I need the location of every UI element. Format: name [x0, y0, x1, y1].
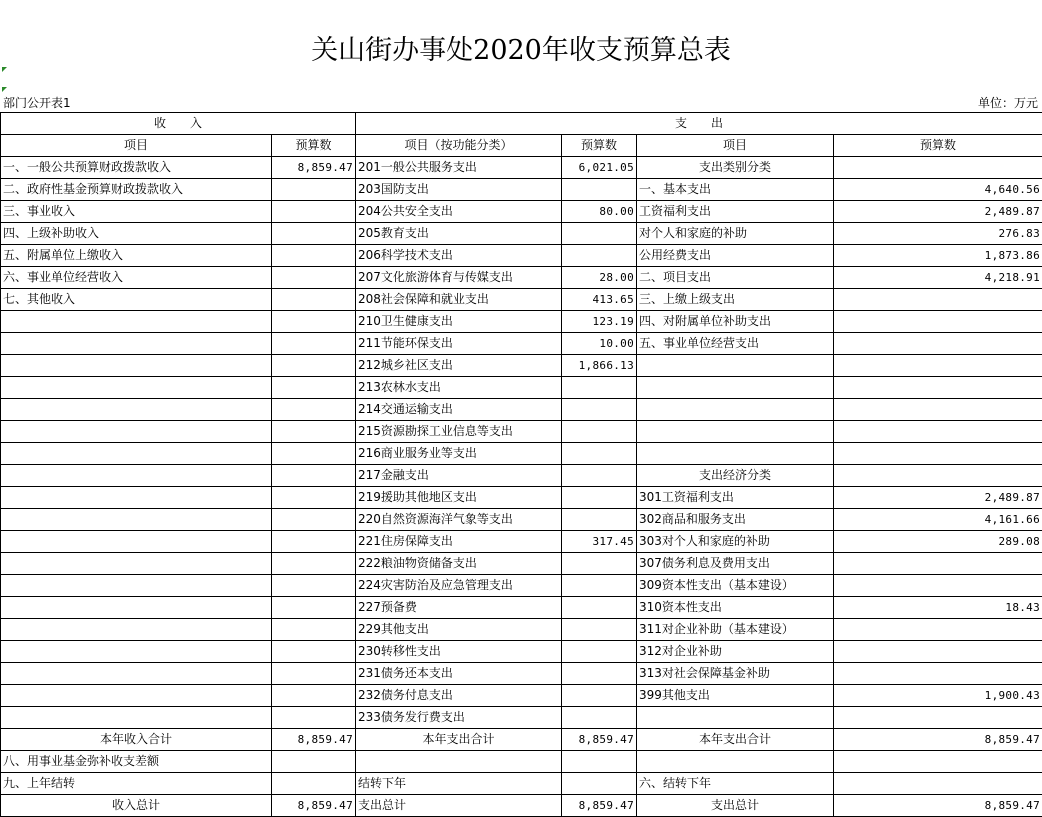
income-amount-cell	[272, 531, 356, 553]
function-item-cell: 213农林水支出	[356, 377, 562, 399]
expense-amount-cell	[834, 157, 1042, 179]
table-row	[1, 179, 1042, 201]
income-item-cell	[1, 465, 272, 487]
table-row	[1, 773, 1042, 795]
expense-amount-cell: 2,489.87	[834, 487, 1042, 509]
income-item-cell	[1, 619, 272, 641]
function-item-cell: 204公共安全支出	[356, 201, 562, 223]
income-item-cell	[1, 421, 272, 443]
expense-amount-cell	[834, 465, 1042, 487]
function-item-cell: 231债务还本支出	[356, 663, 562, 685]
income-amount-cell	[272, 597, 356, 619]
expense-amount-cell: 4,218.91	[834, 267, 1042, 289]
function-item-cell: 208社会保障和就业支出	[356, 289, 562, 311]
expense-amount-header: 预算数	[834, 135, 1042, 157]
expense-amount-cell	[834, 553, 1042, 575]
income-item-cell: 六、事业单位经营收入	[1, 267, 272, 289]
cell-marker-icon	[2, 87, 7, 92]
function-amount-cell: 123.19	[562, 311, 637, 333]
expense-amount-cell: 18.43	[834, 597, 1042, 619]
expense-item-cell	[637, 399, 834, 421]
function-item-cell: 203国防支出	[356, 179, 562, 201]
expense-item-cell: 支出经济分类	[637, 465, 834, 487]
table-row	[1, 267, 1042, 289]
table-row	[1, 751, 1042, 773]
income-amount-header: 预算数	[272, 135, 356, 157]
table-row	[1, 729, 1042, 751]
expense-item-cell: 311对企业补助（基本建设）	[637, 619, 834, 641]
table-row	[1, 421, 1042, 443]
function-amount-cell	[562, 751, 637, 773]
income-amount-cell	[272, 289, 356, 311]
income-amount-cell	[272, 355, 356, 377]
income-amount-cell	[272, 641, 356, 663]
income-item-cell: 收入总计	[1, 795, 272, 817]
income-item-cell	[1, 487, 272, 509]
income-item-cell: 七、其他收入	[1, 289, 272, 311]
function-amount-cell	[562, 597, 637, 619]
income-item-cell	[1, 443, 272, 465]
table-row	[1, 333, 1042, 355]
function-amount-cell	[562, 465, 637, 487]
function-item-cell: 219援助其他地区支出	[356, 487, 562, 509]
function-item-cell: 212城乡社区支出	[356, 355, 562, 377]
function-amount-cell: 28.00	[562, 267, 637, 289]
function-amount-cell	[562, 619, 637, 641]
income-amount-cell: 8,859.47	[272, 729, 356, 751]
expense-amount-cell	[834, 311, 1042, 333]
expense-item-cell: 307债务利息及费用支出	[637, 553, 834, 575]
expense-item-cell	[637, 751, 834, 773]
function-amount-cell: 8,859.47	[562, 795, 637, 817]
income-amount-cell	[272, 311, 356, 333]
expense-amount-cell	[834, 355, 1042, 377]
budget-table	[0, 112, 1042, 817]
expense-amount-cell: 1,873.86	[834, 245, 1042, 267]
function-item-cell: 210卫生健康支出	[356, 311, 562, 333]
expense-item-cell: 303对个人和家庭的补助	[637, 531, 834, 553]
table-row	[1, 685, 1042, 707]
function-amount-cell	[562, 663, 637, 685]
income-item-cell	[1, 509, 272, 531]
income-item-cell	[1, 377, 272, 399]
income-item-cell	[1, 553, 272, 575]
function-item-cell: 222粮油物资储备支出	[356, 553, 562, 575]
income-item-cell	[1, 531, 272, 553]
expense-item-cell: 312对企业补助	[637, 641, 834, 663]
expense-amount-cell	[834, 619, 1042, 641]
table-row	[1, 641, 1042, 663]
table-row	[1, 509, 1042, 531]
function-item-cell: 227预备费	[356, 597, 562, 619]
income-item-header: 项目	[1, 135, 272, 157]
function-amount-header: 预算数	[562, 135, 637, 157]
income-item-cell	[1, 333, 272, 355]
expense-amount-cell	[834, 289, 1042, 311]
expense-amount-cell	[834, 751, 1042, 773]
function-item-cell	[356, 751, 562, 773]
table-row	[1, 443, 1042, 465]
income-amount-cell	[272, 267, 356, 289]
income-amount-cell	[272, 575, 356, 597]
expense-item-cell	[637, 421, 834, 443]
income-amount-cell	[272, 443, 356, 465]
income-item-cell	[1, 399, 272, 421]
expense-amount-cell: 1,900.43	[834, 685, 1042, 707]
expense-amount-cell: 2,489.87	[834, 201, 1042, 223]
income-amount-cell	[272, 179, 356, 201]
table-row	[1, 575, 1042, 597]
table-row	[1, 245, 1042, 267]
income-amount-cell: 8,859.47	[272, 157, 356, 179]
function-item-header: 项目（按功能分类）	[356, 135, 562, 157]
income-amount-cell	[272, 421, 356, 443]
expense-item-header: 项目	[637, 135, 834, 157]
table-row	[1, 289, 1042, 311]
expense-amount-cell: 8,859.47	[834, 795, 1042, 817]
income-amount-cell	[272, 465, 356, 487]
income-amount-cell	[272, 773, 356, 795]
expense-item-cell: 三、上缴上级支出	[637, 289, 834, 311]
function-item-cell: 230转移性支出	[356, 641, 562, 663]
income-item-cell: 一、一般公共预算财政拨款收入	[1, 157, 272, 179]
function-amount-cell: 1,866.13	[562, 355, 637, 377]
expense-item-cell: 六、结转下年	[637, 773, 834, 795]
income-amount-cell	[272, 399, 356, 421]
expense-item-cell	[637, 707, 834, 729]
expense-item-cell: 公用经费支出	[637, 245, 834, 267]
expense-section-header: 支 出	[356, 113, 1042, 135]
income-amount-cell	[272, 487, 356, 509]
expense-item-cell: 本年支出合计	[637, 729, 834, 751]
function-item-cell: 211节能环保支出	[356, 333, 562, 355]
table-row	[1, 531, 1042, 553]
function-amount-cell	[562, 553, 637, 575]
expense-amount-cell	[834, 333, 1042, 355]
income-item-cell: 八、用事业基金弥补收支差额	[1, 751, 272, 773]
page-title: 关山街办事处2020年收支预算总表	[0, 28, 1042, 67]
expense-amount-cell	[834, 399, 1042, 421]
table-row	[1, 311, 1042, 333]
table-row	[1, 553, 1042, 575]
function-item-cell: 201一般公共服务支出	[356, 157, 562, 179]
function-item-cell: 支出总计	[356, 795, 562, 817]
table-row	[1, 465, 1042, 487]
expense-item-cell: 二、项目支出	[637, 267, 834, 289]
income-item-cell: 本年收入合计	[1, 729, 272, 751]
income-item-cell: 四、上级补助收入	[1, 223, 272, 245]
function-item-cell: 216商业服务业等支出	[356, 443, 562, 465]
expense-item-cell: 五、事业单位经营支出	[637, 333, 834, 355]
expense-item-cell: 399其他支出	[637, 685, 834, 707]
table-row	[1, 707, 1042, 729]
function-item-cell: 229其他支出	[356, 619, 562, 641]
expense-item-cell	[637, 355, 834, 377]
function-amount-cell	[562, 773, 637, 795]
table-row	[1, 201, 1042, 223]
table-row	[1, 377, 1042, 399]
income-item-cell: 五、附属单位上缴收入	[1, 245, 272, 267]
header-row-columns	[1, 135, 1042, 157]
function-amount-cell	[562, 443, 637, 465]
function-amount-cell: 413.65	[562, 289, 637, 311]
expense-amount-cell: 8,859.47	[834, 729, 1042, 751]
income-amount-cell	[272, 245, 356, 267]
expense-item-cell: 310资本性支出	[637, 597, 834, 619]
income-item-cell	[1, 311, 272, 333]
income-amount-cell	[272, 377, 356, 399]
table-row	[1, 663, 1042, 685]
function-amount-cell	[562, 487, 637, 509]
expense-item-cell: 四、对附属单位补助支出	[637, 311, 834, 333]
function-amount-cell	[562, 377, 637, 399]
income-item-cell: 二、政府性基金预算财政拨款收入	[1, 179, 272, 201]
income-amount-cell	[272, 663, 356, 685]
table-row	[1, 619, 1042, 641]
function-item-cell: 224灾害防治及应急管理支出	[356, 575, 562, 597]
income-amount-cell	[272, 685, 356, 707]
expense-amount-cell	[834, 575, 1042, 597]
expense-amount-cell: 4,640.56	[834, 179, 1042, 201]
function-amount-cell	[562, 641, 637, 663]
income-amount-cell	[272, 707, 356, 729]
unit-label: 单位：万元	[978, 94, 1038, 111]
income-item-cell	[1, 575, 272, 597]
function-item-cell: 220自然资源海洋气象等支出	[356, 509, 562, 531]
function-amount-cell: 8,859.47	[562, 729, 637, 751]
table-row	[1, 355, 1042, 377]
table-row	[1, 399, 1042, 421]
income-item-cell	[1, 663, 272, 685]
function-amount-cell	[562, 575, 637, 597]
function-amount-cell: 6,021.05	[562, 157, 637, 179]
function-amount-cell: 80.00	[562, 201, 637, 223]
income-amount-cell	[272, 553, 356, 575]
function-amount-cell	[562, 245, 637, 267]
expense-amount-cell	[834, 443, 1042, 465]
table-id-label: 部门公开表1	[3, 94, 71, 111]
expense-amount-cell: 4,161.66	[834, 509, 1042, 531]
income-item-cell	[1, 685, 272, 707]
function-item-cell: 207文化旅游体育与传媒支出	[356, 267, 562, 289]
function-item-cell: 214交通运输支出	[356, 399, 562, 421]
function-item-cell: 221住房保障支出	[356, 531, 562, 553]
expense-amount-cell	[834, 641, 1042, 663]
expense-item-cell: 支出类别分类	[637, 157, 834, 179]
income-item-cell	[1, 597, 272, 619]
function-item-cell: 217金融支出	[356, 465, 562, 487]
function-amount-cell: 10.00	[562, 333, 637, 355]
function-amount-cell	[562, 399, 637, 421]
table-row	[1, 223, 1042, 245]
function-amount-cell	[562, 421, 637, 443]
function-amount-cell	[562, 685, 637, 707]
expense-item-cell: 支出总计	[637, 795, 834, 817]
function-amount-cell: 317.45	[562, 531, 637, 553]
expense-item-cell: 301工资福利支出	[637, 487, 834, 509]
expense-item-cell: 313对社会保障基金补助	[637, 663, 834, 685]
function-item-cell: 232债务付息支出	[356, 685, 562, 707]
table-body	[1, 157, 1042, 817]
function-item-cell: 本年支出合计	[356, 729, 562, 751]
income-section-header: 收 入	[1, 113, 356, 135]
expense-item-cell	[637, 443, 834, 465]
expense-amount-cell: 289.08	[834, 531, 1042, 553]
function-item-cell: 206科学技术支出	[356, 245, 562, 267]
income-amount-cell	[272, 619, 356, 641]
income-item-cell	[1, 355, 272, 377]
expense-item-cell	[637, 377, 834, 399]
expense-item-cell: 一、基本支出	[637, 179, 834, 201]
function-amount-cell	[562, 707, 637, 729]
expense-amount-cell	[834, 773, 1042, 795]
expense-amount-cell	[834, 707, 1042, 729]
income-amount-cell	[272, 201, 356, 223]
expense-amount-cell: 276.83	[834, 223, 1042, 245]
function-item-cell: 215资源勘探工业信息等支出	[356, 421, 562, 443]
function-item-cell: 结转下年	[356, 773, 562, 795]
income-item-cell: 九、上年结转	[1, 773, 272, 795]
expense-item-cell: 302商品和服务支出	[637, 509, 834, 531]
table-row	[1, 597, 1042, 619]
function-item-cell: 233债务发行费支出	[356, 707, 562, 729]
expense-amount-cell	[834, 421, 1042, 443]
income-item-cell	[1, 641, 272, 663]
income-item-cell: 三、事业收入	[1, 201, 272, 223]
function-item-cell: 205教育支出	[356, 223, 562, 245]
income-amount-cell	[272, 751, 356, 773]
income-amount-cell	[272, 223, 356, 245]
table-row	[1, 795, 1042, 817]
expense-amount-cell	[834, 663, 1042, 685]
table-row	[1, 487, 1042, 509]
expense-item-cell: 对个人和家庭的补助	[637, 223, 834, 245]
table-row	[1, 157, 1042, 179]
income-item-cell	[1, 707, 272, 729]
income-amount-cell: 8,859.47	[272, 795, 356, 817]
function-amount-cell	[562, 509, 637, 531]
expense-amount-cell	[834, 377, 1042, 399]
cell-marker-icon	[2, 67, 7, 72]
income-amount-cell	[272, 509, 356, 531]
expense-item-cell: 工资福利支出	[637, 201, 834, 223]
income-amount-cell	[272, 333, 356, 355]
function-amount-cell	[562, 179, 637, 201]
expense-item-cell: 309资本性支出（基本建设）	[637, 575, 834, 597]
function-amount-cell	[562, 223, 637, 245]
header-row-sections	[1, 113, 1042, 135]
